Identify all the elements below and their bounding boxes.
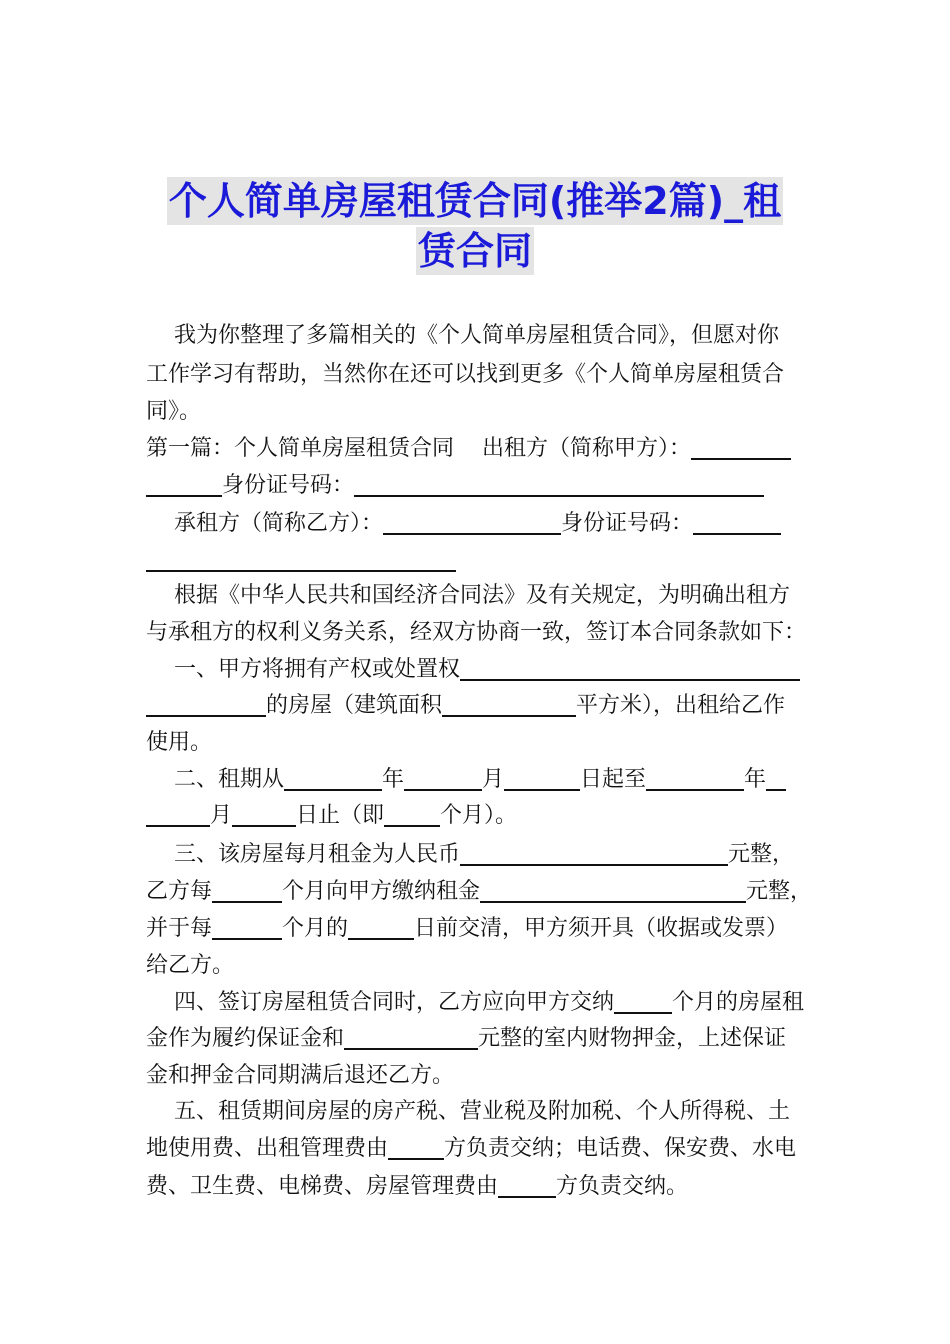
preamble-line-1: 根据《中华人民共和国经济合同法》及有关规定，为明确出租方 [146, 583, 790, 608]
clause-3-line-4: 给乙方。 [146, 953, 235, 978]
clause-4-line-2: 金作为履约保证金和 元整的室内财物押金，上述保证 [146, 1026, 787, 1051]
lessor-id-line: 身份证号码： [146, 474, 764, 497]
clause-2-line-1: 二、租期从 年 月 日起至 年 [146, 768, 786, 791]
intro-line-2: 工作学习有帮助，当然你在还可以找到更多《个人简单房屋租赁合 [146, 362, 785, 387]
lessee-line: 承租方（简称乙方）： 身份证号码： [146, 512, 781, 535]
document-title-line-1: 个人简单房屋租赁合同(推举2篇)_租 [168, 179, 782, 223]
intro-line-3: 同》。 [146, 399, 202, 424]
preamble-line-2: 与承租方的权利义务关系，经双方协商一致，签订本合同条款如下： [146, 620, 807, 645]
clause-1-line-3: 使用。 [146, 730, 213, 755]
clause-5-line-2: 地使用费、出租管理费由 方负责交纳；电话费、保安费、水电 [146, 1136, 797, 1161]
clause-2-line-2: 月 日止（即 个月）。 [146, 804, 517, 827]
lessor-line: 第一篇：个人简单房屋租赁合同 出租方（简称甲方）： [146, 437, 791, 460]
lessee-id-line [146, 549, 456, 572]
clause-3-line-1: 三、该房屋每月租金为人民币 元整， [146, 842, 794, 867]
clause-1-line-1: 一、甲方将拥有产权或处置权 [146, 658, 800, 681]
clause-4-line-1: 四、签订房屋租赁合同时，乙方应向甲方交纳 个月的房屋租 [146, 990, 804, 1015]
clause-4-line-3: 金和押金合同期满后退还乙方。 [146, 1063, 455, 1088]
intro-line-1: 我为你整理了多篇相关的《个人简单房屋租赁合同》，但愿对你 [146, 323, 779, 348]
clause-3-line-3: 并于每 个月的 日前交清，甲方须开具（收据或发票） [146, 916, 789, 941]
clause-5-line-1: 五、租赁期间房屋的房产税、营业税及附加税、个人所得税、土 [146, 1099, 790, 1124]
document-title-line-2: 赁合同 [417, 229, 532, 273]
clause-5-line-3: 费、卫生费、电梯费、房屋管理费由 方负责交纳。 [146, 1174, 689, 1199]
clause-3-line-2: 乙方每 个月向甲方缴纳租金 元整， [146, 879, 813, 904]
clause-1-line-2: 的房屋（建筑面积 平方米），出租给乙作 [146, 694, 785, 717]
